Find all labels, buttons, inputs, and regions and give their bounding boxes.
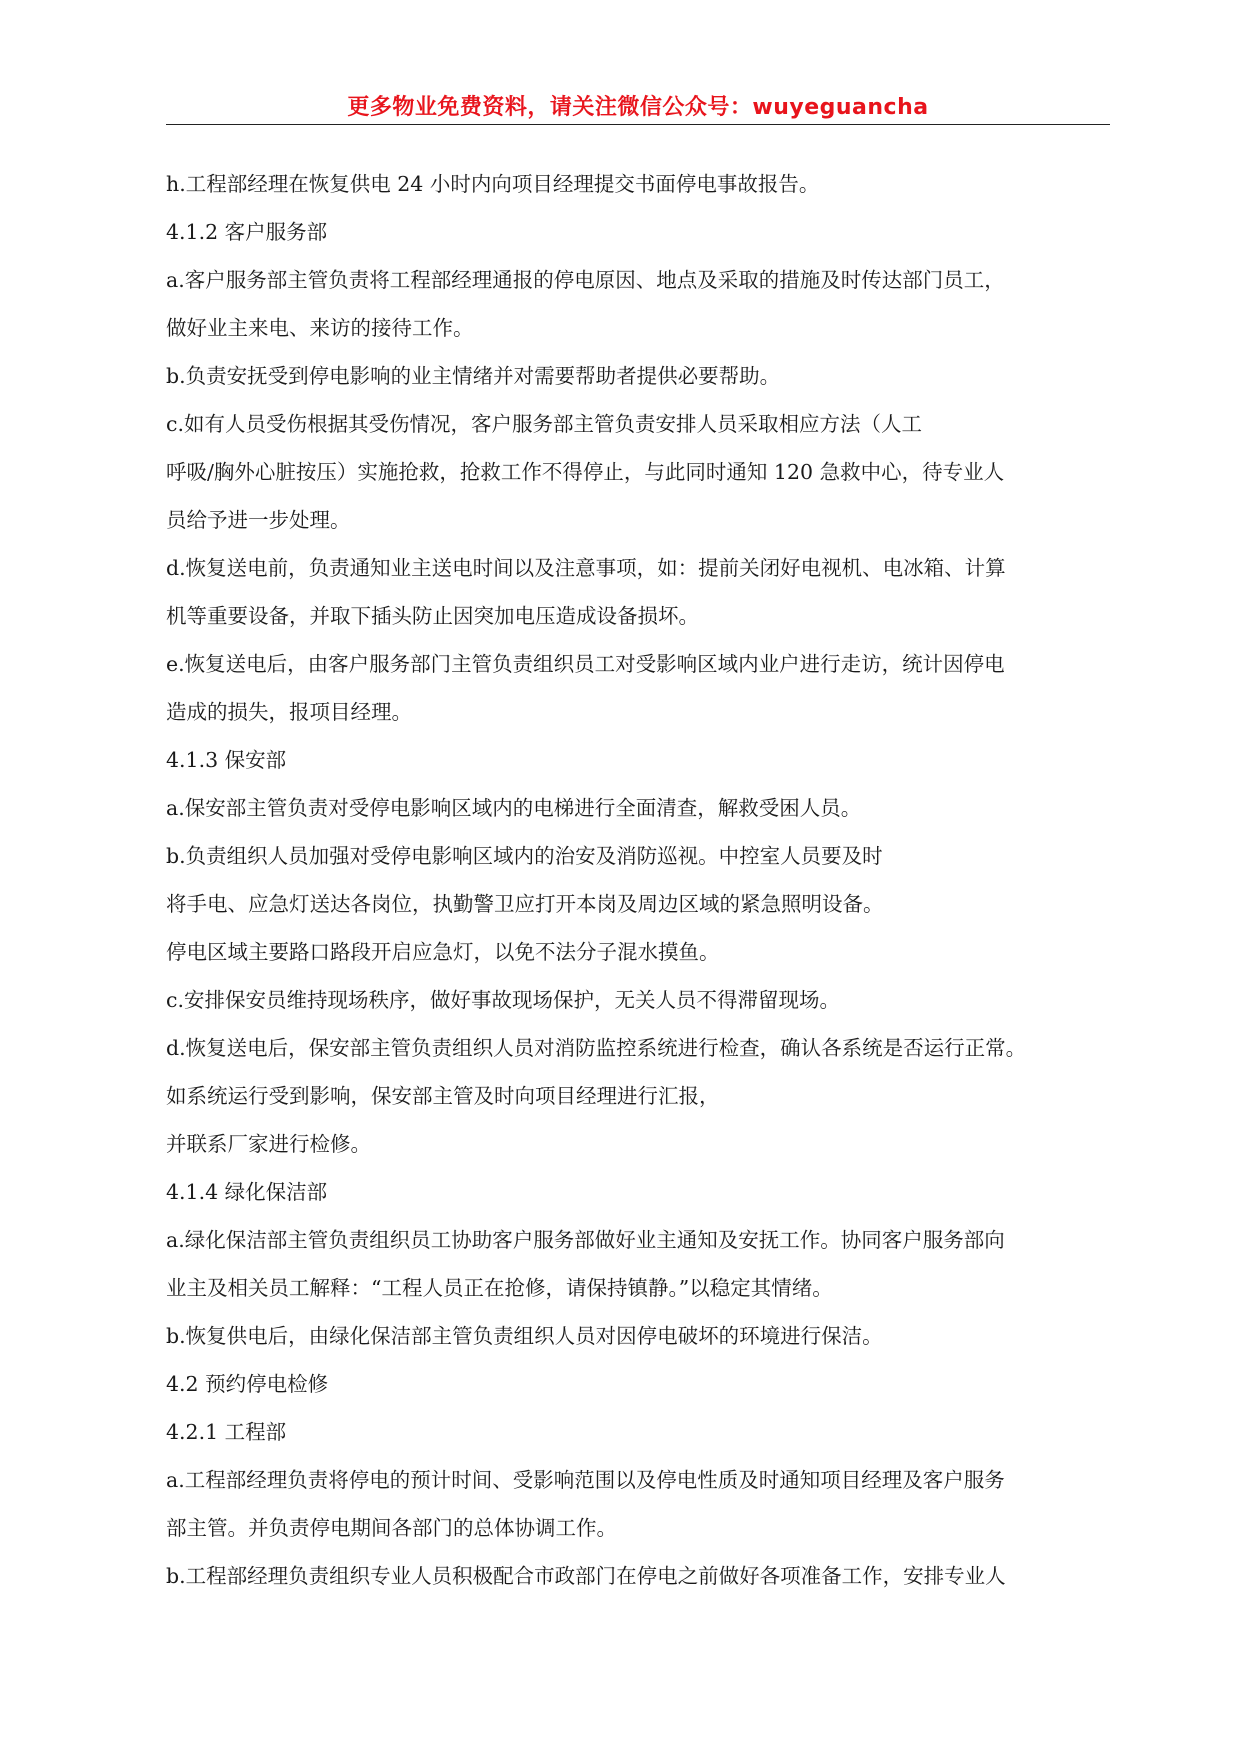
text-line: a.保安部主管负责对受停电影响区域内的电梯进行全面清查，解救受困人员。 <box>166 796 862 820</box>
text-line: e.恢复送电后，由客户服务部门主管负责组织员工对受影响区域内业户进行走访，统计因停电 <box>166 652 1005 676</box>
text-line: 4.1.4 绿化保洁部 <box>166 1180 328 1204</box>
document-body <box>166 160 1110 1600</box>
text-line: c.安排保安员维持现场秩序，做好事故现场保护，无关人员不得滞留现场。 <box>166 988 840 1012</box>
text-line: b.负责安抚受到停电影响的业主情绪并对需要帮助者提供必要帮助。 <box>166 364 781 388</box>
text-line: a.绿化保洁部主管负责组织员工协助客户服务部做好业主通知及安抚工作。协同客户服务部向 <box>166 1228 1005 1252</box>
text-line: 业主及相关员工解释：“工程人员正在抢修，请保持镇静。”以稳定其情绪。 <box>166 1276 833 1300</box>
text-line: a.客户服务部主管负责将工程部经理通报的停电原因、地点及采取的措施及时传达部门员工， <box>166 268 1005 292</box>
text-line: h.工程部经理在恢复供电 24 小时内向项目经理提交书面停电事故报告。 <box>166 172 820 196</box>
text-line: 机等重要设备，并取下插头防止因突加电压造成设备损坏。 <box>166 604 699 628</box>
text-line: b.工程部经理负责组织专业人员积极配合市政部门在停电之前做好各项准备工作，安排专业人 <box>166 1564 1006 1588</box>
text-line: 4.2.1 工程部 <box>166 1420 287 1444</box>
text-line: 将手电、应急灯送达各岗位，执勤警卫应打开本岗及周边区域的紧急照明设备。 <box>166 892 884 916</box>
text-line: d.恢复送电前，负责通知业主送电时间以及注意事项，如：提前关闭好电视机、电冰箱、计算 <box>166 556 1006 580</box>
text-line: b.恢复供电后，由绿化保洁部主管负责组织人员对因停电破坏的环境进行保洁。 <box>166 1324 883 1348</box>
text-line: 造成的损失，报项目经理。 <box>166 700 412 724</box>
text-line: 呼吸/胸外心脏按压）实施抢救，抢救工作不得停止，与此同时通知 120 急救中心，待专业人 <box>166 460 1005 484</box>
text-line: d.恢复送电后，保安部主管负责组织人员对消防监控系统进行检查，确认各系统是否运行正常。 <box>166 1036 1027 1060</box>
text-line: 4.1.3 保安部 <box>166 748 287 772</box>
page-header <box>166 84 1110 125</box>
text-line: b.负责组织人员加强对受停电影响区域内的治安及消防巡视。中控室人员要及时 <box>166 844 883 868</box>
text-line: 并联系厂家进行检修。 <box>166 1132 371 1156</box>
text-line: 做好业主来电、来访的接待工作。 <box>166 316 474 340</box>
text-line: 4.1.2 客户服务部 <box>166 220 328 244</box>
text-line: 4.2 预约停电检修 <box>166 1372 329 1396</box>
header-promo-text: 更多物业免费资料，请关注微信公众号：wuyeguancha <box>347 95 929 120</box>
text-line: a.工程部经理负责将停电的预计时间、受影响范围以及停电性质及时通知项目经理及客户服务 <box>166 1468 1005 1492</box>
text-line: c.如有人员受伤根据其受伤情况，客户服务部主管负责安排人员采取相应方法（人工 <box>166 412 922 436</box>
text-line: 停电区域主要路口路段开启应急灯，以免不法分子混水摸鱼。 <box>166 940 720 964</box>
text-line: 如系统运行受到影响，保安部主管及时向项目经理进行汇报， <box>166 1084 720 1108</box>
text-line: 部主管。并负责停电期间各部门的总体协调工作。 <box>166 1516 617 1540</box>
text-line: 员给予进一步处理。 <box>166 508 351 532</box>
